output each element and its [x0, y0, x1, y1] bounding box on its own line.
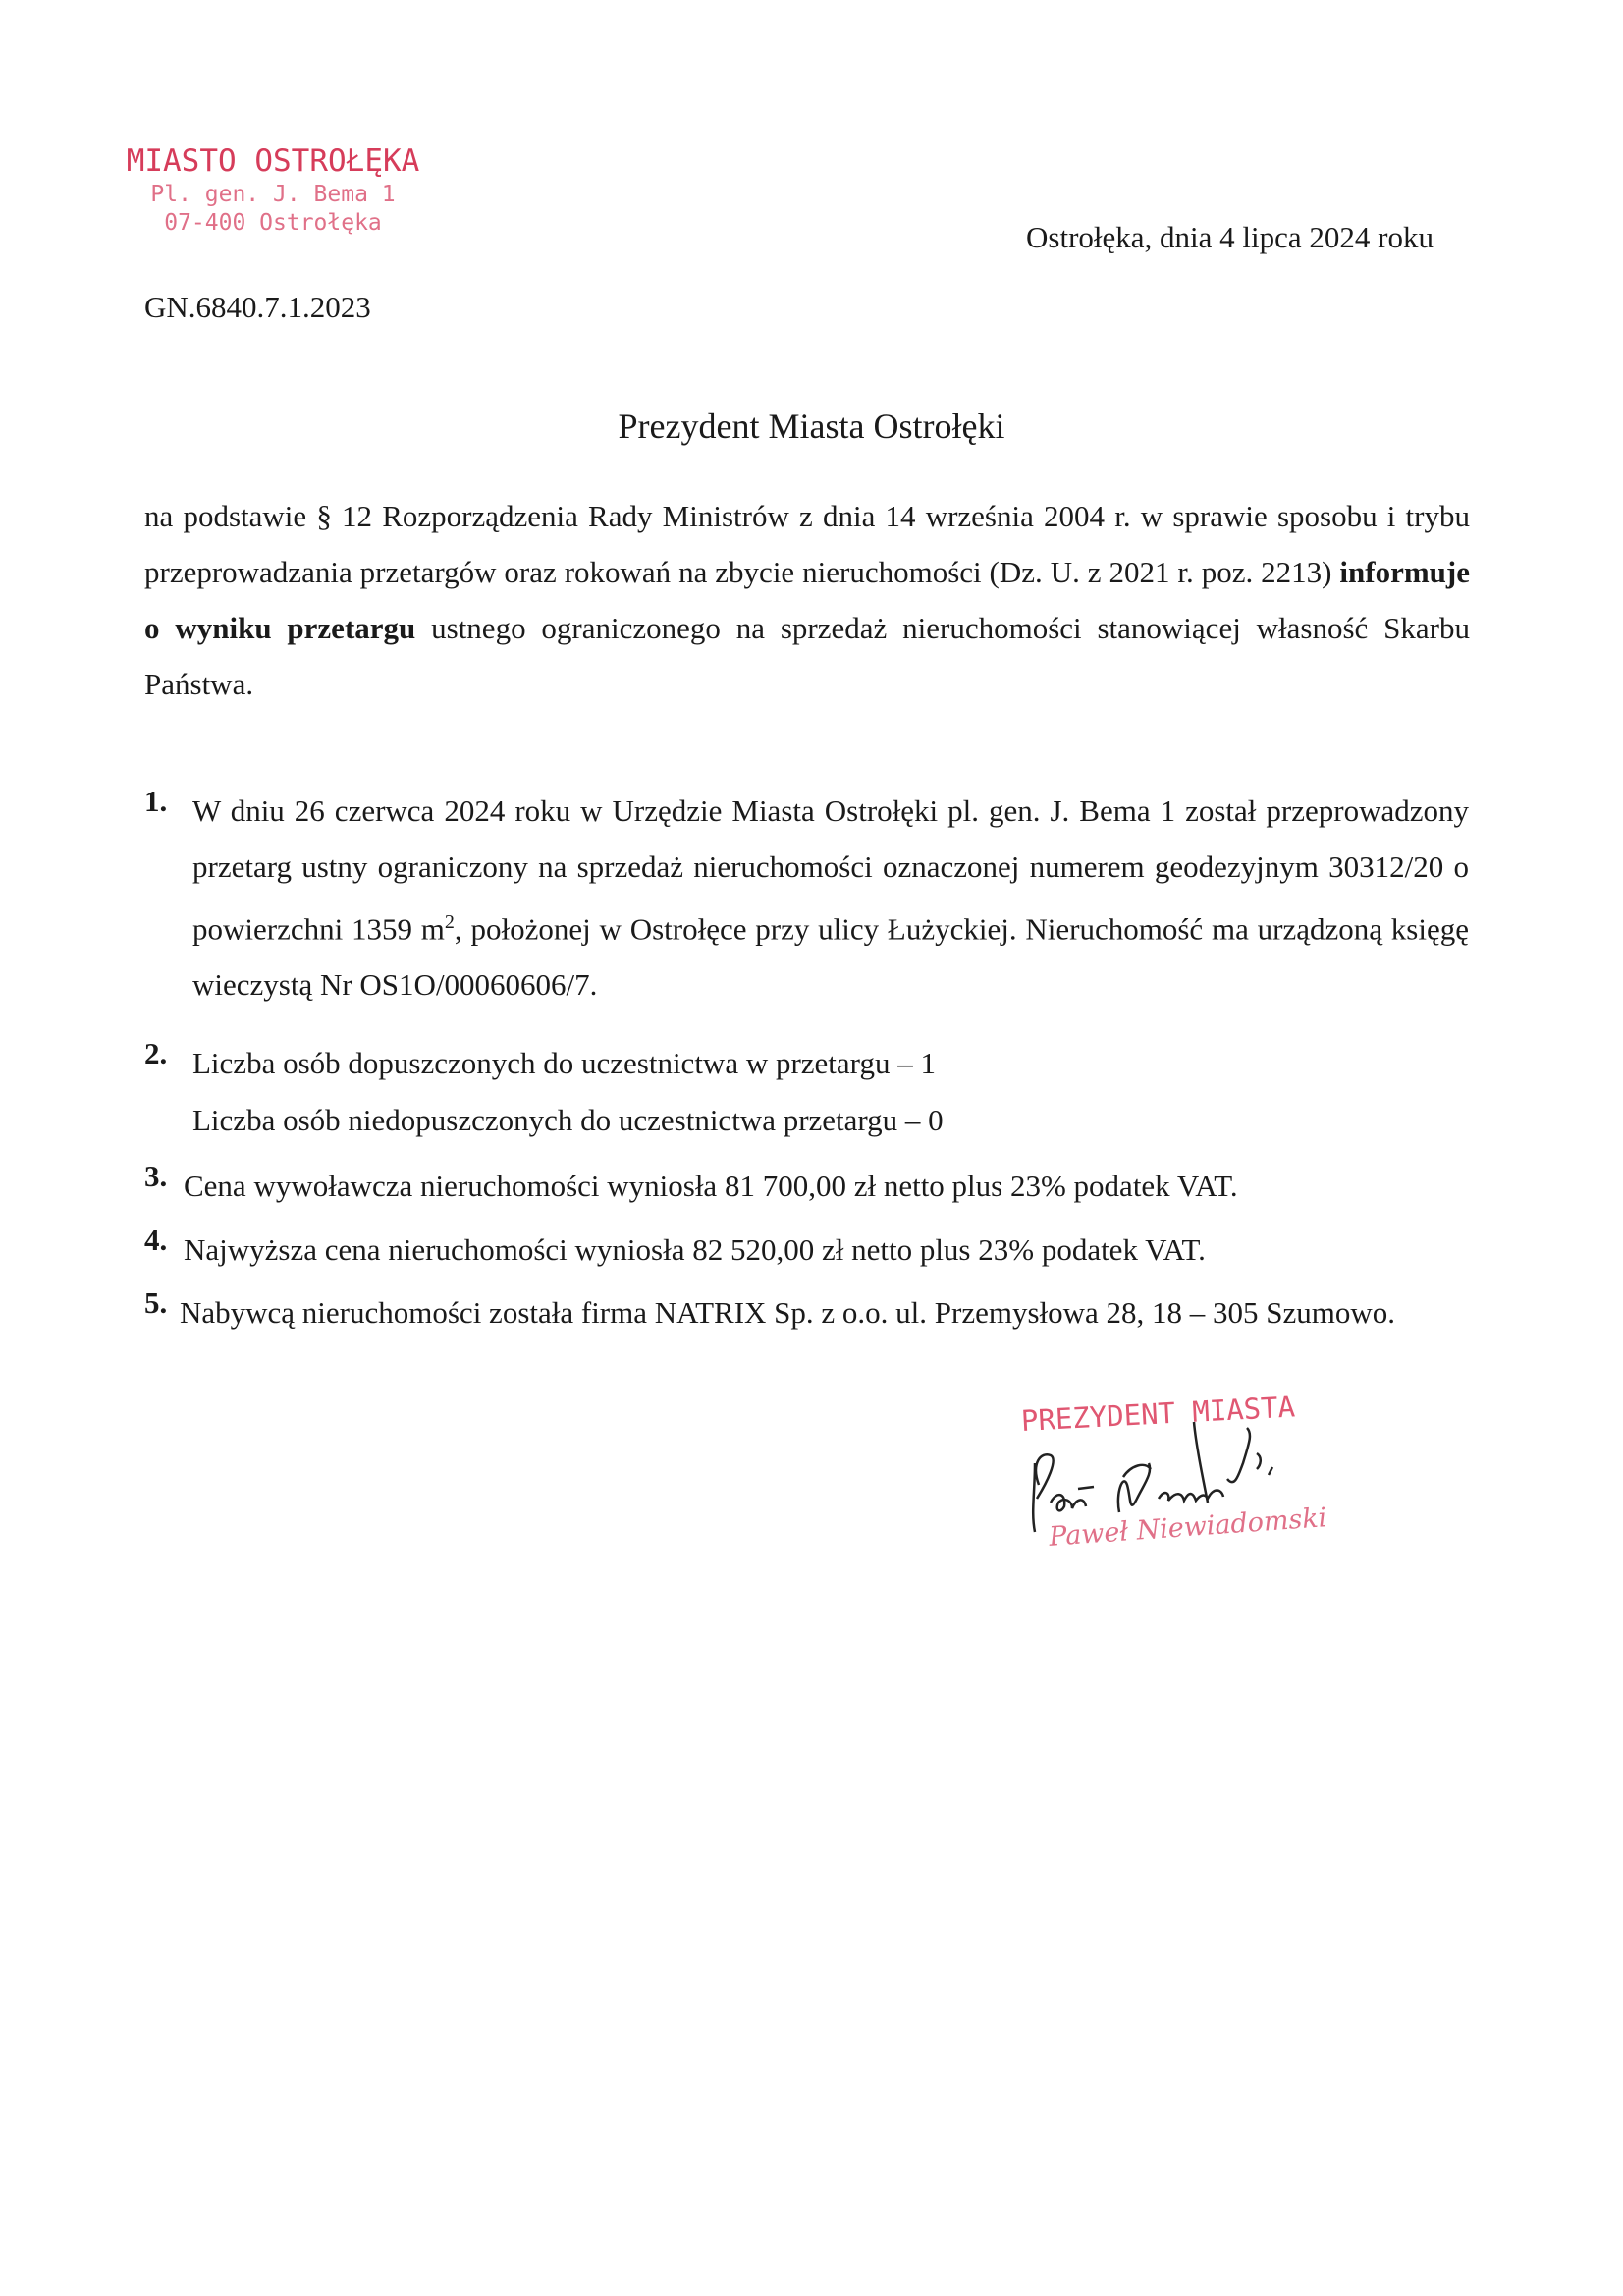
municipal-header-stamp	[126, 143, 420, 236]
document-date: Ostrołęka, dnia 4 lipca 2024 roku	[1026, 220, 1434, 254]
document-heading: Prezydent Miasta Ostrołęki	[618, 407, 1005, 446]
item-1-text	[192, 783, 1469, 1012]
item-5-number: 5.	[144, 1285, 168, 1320]
item-4-number: 4.	[144, 1223, 168, 1257]
stamp-address-line2: 07-400 Ostrołęka	[164, 210, 382, 236]
item-1-text-b: , położonej w Ostrołęce przy ulicy Łużyckiej. Nieruchomość ma urządzoną księgę wieczystą Nr OS1O/00060606/7.	[192, 911, 1469, 1003]
reference-number: GN.6840.7.1.2023	[144, 290, 371, 324]
signature-stamp-title: PREZYDENT MIASTA	[1020, 1390, 1296, 1438]
signature-stamp-name: Paweł Niewiadomski	[1048, 1503, 1328, 1553]
item-5-text: Nabywcą nieruchomości została firma NATRIX Sp. z o.o. ul. Przemysłowa 28, 18 – 305 Szumowo.	[180, 1295, 1396, 1330]
item-1-number: 1.	[144, 784, 168, 818]
intro-bold-text: informuje o wyniku przetargu	[144, 555, 1470, 645]
item-2-number: 2.	[144, 1036, 168, 1070]
item-1-text-a: W dniu 26 czerwca 2024 roku w Urzędzie Miasta Ostrołęki pl. gen. J. Bema 1 został przeprowadzony przetarg ustny ograniczony na sprzedaż nieruchomości oznaczonej numerem geodezyjnym 30312/20 o powierzchni 1359 m	[192, 793, 1469, 947]
item-4-text: Najwyższa cena nieruchomości wyniosła 82 520,00 zł netto plus 23% podatek VAT.	[184, 1232, 1206, 1267]
item-3-number: 3.	[144, 1159, 168, 1193]
signature-stamp	[1020, 1390, 1355, 1553]
intro-text-part2: ustnego ograniczonego na sprzedaż nieruchomości stanowiącej własność Skarbu Państwa.	[144, 611, 1470, 701]
item-1-superscript: 2	[444, 911, 455, 933]
stamp-title: MIASTO OSTROŁĘKA	[126, 143, 420, 179]
intro-text-part1: na podstawie § 12 Rozporządzenia Rady Ministrów z dnia 14 września 2004 r. w sprawie sposobu i trybu przeprowadzania przetargów oraz rokowań na zbycie nieruchomości (Dz. U. z 2021 r. poz. 2213)	[144, 499, 1470, 589]
item-2-line2: Liczba osób niedopuszczonych do uczestnictwa przetargu – 0	[192, 1103, 944, 1137]
stamp-address-line1: Pl. gen. J. Bema 1	[150, 182, 396, 207]
item-2-line1: Liczba osób dopuszczonych do uczestnictwa w przetargu – 1	[192, 1046, 936, 1080]
intro-paragraph	[144, 488, 1470, 712]
item-3-text: Cena wywoławcza nieruchomości wyniosła 81 700,00 zł netto plus 23% podatek VAT.	[184, 1169, 1238, 1203]
